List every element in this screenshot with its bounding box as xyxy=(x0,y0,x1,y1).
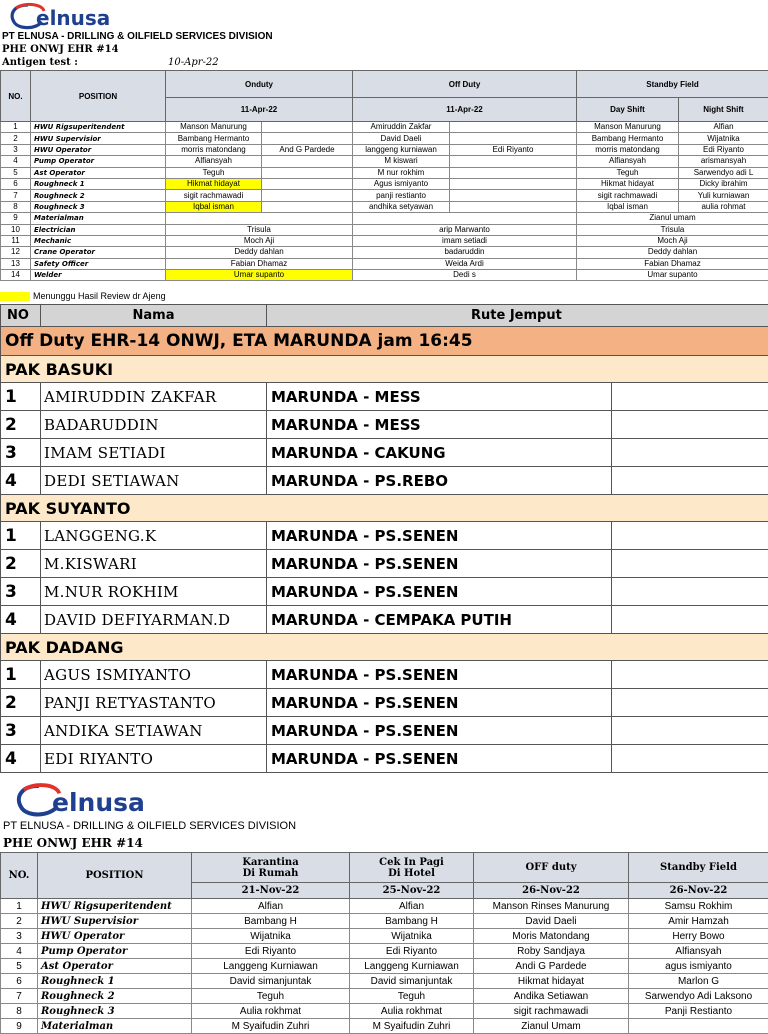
onduty-name: Fabian Dhamaz xyxy=(166,258,353,269)
standby-name: Zianul umam xyxy=(577,213,768,224)
standby-name: Alfiansyah xyxy=(629,944,768,959)
row-route: MARUNDA - PS.REBO xyxy=(267,467,612,495)
row-no: 1 xyxy=(1,383,41,411)
col-offduty: Off Duty xyxy=(353,71,577,98)
row-no: 8 xyxy=(1,201,31,212)
row-no: 2 xyxy=(1,550,41,578)
table-row xyxy=(1,270,768,281)
row-route: MARUNDA - CAKUNG xyxy=(267,439,612,467)
cek-in-date: 25-Nov-22 xyxy=(350,883,474,899)
offduty-name-2 xyxy=(450,156,577,167)
row-no: 14 xyxy=(1,270,31,281)
onduty-name-2 xyxy=(262,190,353,201)
table-row xyxy=(1,247,768,258)
onduty-name-pending: Hikmat hidayat xyxy=(166,178,262,189)
row-position: HWU Rigsuperitendent xyxy=(31,122,166,133)
onduty-name-2 xyxy=(262,201,353,212)
row-no: 3 xyxy=(1,144,31,155)
row-extra xyxy=(612,439,768,467)
offduty-name: M kiswari xyxy=(353,156,450,167)
standby-name: Panji Restianto xyxy=(629,1004,768,1019)
table-row xyxy=(1,258,768,269)
pickup-route-table xyxy=(0,304,768,773)
karantina-name: Teguh xyxy=(192,989,350,1004)
row-no: 9 xyxy=(1,213,31,224)
row-route: MARUNDA - PS.SENEN xyxy=(267,717,612,745)
onduty-name: Trisula xyxy=(166,224,353,235)
row-no: 4 xyxy=(1,156,31,167)
offduty-name: arip Marwanto xyxy=(353,224,577,235)
col-no: NO. xyxy=(1,71,31,122)
onduty-name-2 xyxy=(262,133,353,144)
row-extra xyxy=(612,745,768,773)
roster-table-april xyxy=(0,70,768,281)
col-off-duty: OFF duty xyxy=(474,853,629,883)
row-route: MARUNDA - MESS xyxy=(267,411,612,439)
off-duty-name: Zianul Umam xyxy=(474,1019,629,1034)
route-title: Off Duty EHR-14 ONWJ, ETA MARUNDA jam 16:45 xyxy=(1,327,768,356)
row-position: Electrician xyxy=(31,224,166,235)
offduty-name: langgeng kurniawan xyxy=(353,144,450,155)
row-position: Ast Operator xyxy=(38,959,192,974)
col-karantina xyxy=(192,853,350,883)
row-no: 4 xyxy=(1,944,38,959)
row-position: HWU Rigsuperitendent xyxy=(38,899,192,914)
off-duty-name: Andika Setiawan xyxy=(474,989,629,1004)
table-row xyxy=(1,122,768,133)
night-shift-name: Sarwendyo adi L xyxy=(679,167,768,178)
karantina-name: Bambang H xyxy=(192,914,350,929)
cek-in-name: Teguh xyxy=(350,989,474,1004)
offduty-name: panji restianto xyxy=(353,190,450,201)
onduty-name-2 xyxy=(262,167,353,178)
col-position: POSITION xyxy=(38,853,192,899)
standby-name: Samsu Rokhim xyxy=(629,899,768,914)
elnusa-logo xyxy=(6,2,126,32)
day-shift-name: morris matondang xyxy=(577,144,679,155)
col-position: POSITION xyxy=(31,71,166,122)
row-extra xyxy=(612,383,768,411)
row-no: 4 xyxy=(1,467,41,495)
col-karantina-line2: Di Rumah xyxy=(192,868,349,879)
table-row xyxy=(1,974,768,989)
onduty-name: Deddy dahlan xyxy=(166,247,353,258)
day-shift-name: Alfiansyah xyxy=(577,156,679,167)
row-no: 9 xyxy=(1,1019,38,1034)
day-shift-name: Teguh xyxy=(577,167,679,178)
offduty-name: M nur rokhim xyxy=(353,167,450,178)
row-no: 1 xyxy=(1,661,41,689)
off-duty-name: sigit rachmawadi xyxy=(474,1004,629,1019)
night-shift-name: Edi Riyanto xyxy=(679,144,768,155)
division-title: PT ELNUSA - DRILLING & OILFIELD SERVICES DIVISION xyxy=(2,31,273,42)
karantina-name: Aulia rokhmat xyxy=(192,1004,350,1019)
row-route: MARUNDA - PS.SENEN xyxy=(267,578,612,606)
offduty-name xyxy=(353,213,577,224)
onduty-date: 11-Apr-22 xyxy=(166,98,353,122)
day-shift-name: Hikmat hidayat xyxy=(577,178,679,189)
row-position: Materialman xyxy=(31,213,166,224)
cek-in-name: Langgeng Kurniawan xyxy=(350,959,474,974)
table-row xyxy=(1,1019,768,1034)
row-no: 2 xyxy=(1,133,31,144)
row-name: M.NUR ROKHIM xyxy=(41,578,267,606)
row-position: Roughneck 3 xyxy=(38,1004,192,1019)
table-row xyxy=(1,522,768,550)
onduty-name: sigit rachmawadi xyxy=(166,190,262,201)
row-no: 1 xyxy=(1,522,41,550)
row-position: Ast Operator xyxy=(31,167,166,178)
row-no: 10 xyxy=(1,224,31,235)
karantina-name: Alfian xyxy=(192,899,350,914)
row-name: EDI RIYANTO xyxy=(41,745,267,773)
row-position: Crane Operator xyxy=(31,247,166,258)
row-route: MARUNDA - PS.SENEN xyxy=(267,745,612,773)
table-row xyxy=(1,745,768,773)
col-karantina-line1: Karantina xyxy=(192,857,349,868)
onduty-name-2 xyxy=(262,156,353,167)
table-row xyxy=(1,224,768,235)
col-onduty: Onduty xyxy=(166,71,353,98)
row-no: 11 xyxy=(1,235,31,246)
table-row xyxy=(1,578,768,606)
standby-name: Sarwendyo Adi Laksono xyxy=(629,989,768,1004)
onduty-name-pending: Umar supanto xyxy=(166,270,353,281)
elnusa-logo-2 xyxy=(10,782,170,820)
col-cek-in-line1: Cek In Pagi xyxy=(350,857,473,868)
offduty-name: David Daeli xyxy=(353,133,450,144)
table-row xyxy=(1,689,768,717)
row-name: M.KISWARI xyxy=(41,550,267,578)
standby-name: Trisula xyxy=(577,224,768,235)
col-standby: Standby Field xyxy=(629,853,768,883)
standby-name: Herry Bowo xyxy=(629,929,768,944)
row-position: HWU Operator xyxy=(38,929,192,944)
night-shift-name: Yuli kurniawan xyxy=(679,190,768,201)
row-no: 3 xyxy=(1,578,41,606)
logo-wordmark: elnusa xyxy=(36,6,110,30)
off-duty-name: Moris Matondang xyxy=(474,929,629,944)
row-name: AMIRUDDIN ZAKFAR xyxy=(41,383,267,411)
row-extra xyxy=(612,522,768,550)
onduty-name: Alfiansyah xyxy=(166,156,262,167)
row-extra xyxy=(612,606,768,634)
standby-date: 26-Nov-22 xyxy=(629,883,768,899)
row-position: Roughneck 2 xyxy=(38,989,192,1004)
night-shift-name: arismansyah xyxy=(679,156,768,167)
col-name: Nama xyxy=(41,305,267,327)
offduty-name: imam setiadi xyxy=(353,235,577,246)
row-no: 6 xyxy=(1,178,31,189)
table-row xyxy=(1,606,768,634)
row-no: 4 xyxy=(1,745,41,773)
onduty-name xyxy=(166,213,353,224)
col-no: NO. xyxy=(1,853,38,899)
table-row xyxy=(1,944,768,959)
karantina-name: Wijatnika xyxy=(192,929,350,944)
row-extra xyxy=(612,689,768,717)
row-route: MARUNDA - PS.SENEN xyxy=(267,661,612,689)
standby-name: Marlon G xyxy=(629,974,768,989)
row-name: PANJI RETYASTANTO xyxy=(41,689,267,717)
cek-in-name: Edi Riyanto xyxy=(350,944,474,959)
cek-in-name: Bambang H xyxy=(350,914,474,929)
row-no: 6 xyxy=(1,974,38,989)
row-no: 1 xyxy=(1,899,38,914)
table-row xyxy=(1,178,768,189)
row-no: 7 xyxy=(1,989,38,1004)
table-row xyxy=(1,989,768,1004)
table-row xyxy=(1,201,768,212)
table-row xyxy=(1,144,768,155)
row-name: AGUS ISMIYANTO xyxy=(41,661,267,689)
row-name: ANDIKA SETIAWAN xyxy=(41,717,267,745)
table-row xyxy=(1,1004,768,1019)
table-row xyxy=(1,467,768,495)
col-no: NO xyxy=(1,305,41,327)
table-row xyxy=(1,661,768,689)
karantina-name: Langgeng Kurniawan xyxy=(192,959,350,974)
onduty-name-pending: Iqbal isman xyxy=(166,201,262,212)
offduty-name-2 xyxy=(450,167,577,178)
row-position: Mechanic xyxy=(31,235,166,246)
row-no: 5 xyxy=(1,167,31,178)
offduty-name-2 xyxy=(450,190,577,201)
antigen-label: Antigen test : xyxy=(2,57,78,68)
offduty-name-2 xyxy=(450,133,577,144)
standby-name: agus ismiyanto xyxy=(629,959,768,974)
row-no: 2 xyxy=(1,914,38,929)
night-shift-name: Wijatnika xyxy=(679,133,768,144)
row-route: MARUNDA - PS.SENEN xyxy=(267,550,612,578)
onduty-name: morris matondang xyxy=(166,144,262,155)
standby-name: Moch Aji xyxy=(577,235,768,246)
row-extra xyxy=(612,578,768,606)
off-duty-name: Andi G Pardede xyxy=(474,959,629,974)
antigen-date: 10-Apr-22 xyxy=(168,57,219,68)
row-extra xyxy=(612,550,768,578)
roster-table-november xyxy=(0,852,768,1034)
row-position: Roughneck 1 xyxy=(31,178,166,189)
row-name: DEDI SETIAWAN xyxy=(41,467,267,495)
table-row xyxy=(1,235,768,246)
row-route: MARUNDA - MESS xyxy=(267,383,612,411)
onduty-name-2: And G Pardede xyxy=(262,144,353,155)
night-shift-name: Dicky ibrahim xyxy=(679,178,768,189)
row-position: Pump Operator xyxy=(31,156,166,167)
row-name: IMAM SETIADI xyxy=(41,439,267,467)
row-no: 12 xyxy=(1,247,31,258)
offduty-name-2 xyxy=(450,178,577,189)
cek-in-name: M Syaifudin Zuhri xyxy=(350,1019,474,1034)
col-day-shift: Day Shift xyxy=(577,98,679,122)
table-row xyxy=(1,439,768,467)
row-name: DAVID DEFIYARMAN.D xyxy=(41,606,267,634)
row-extra xyxy=(612,661,768,689)
offduty-name-2 xyxy=(450,201,577,212)
day-shift-name: Iqbal isman xyxy=(577,201,679,212)
row-no: 1 xyxy=(1,122,31,133)
row-no: 7 xyxy=(1,190,31,201)
onduty-name-2 xyxy=(262,178,353,189)
legend-swatch xyxy=(0,292,30,301)
table-row xyxy=(1,411,768,439)
onduty-name-2 xyxy=(262,122,353,133)
division-title-2: PT ELNUSA - DRILLING & OILFIELD SERVICES DIVISION xyxy=(3,820,296,832)
onduty-name: Moch Aji xyxy=(166,235,353,246)
row-no: 4 xyxy=(1,606,41,634)
table-row xyxy=(1,929,768,944)
day-shift-name: sigit rachmawadi xyxy=(577,190,679,201)
off-duty-name: Hikmat hidayat xyxy=(474,974,629,989)
col-standby: Standby Field xyxy=(577,71,768,98)
row-extra xyxy=(612,411,768,439)
standby-name: Deddy dahlan xyxy=(577,247,768,258)
cek-in-name: David simanjuntak xyxy=(350,974,474,989)
karantina-name: David simanjuntak xyxy=(192,974,350,989)
standby-name: Amir Hamzah xyxy=(629,914,768,929)
logo-wordmark: elnusa xyxy=(52,788,145,817)
row-route: MARUNDA - CEMPAKA PUTIH xyxy=(267,606,612,634)
row-no: 3 xyxy=(1,929,38,944)
row-no: 3 xyxy=(1,717,41,745)
offduty-name-2: Edi Riyanto xyxy=(450,144,577,155)
row-position: Roughneck 2 xyxy=(31,190,166,201)
offduty-date: 11-Apr-22 xyxy=(353,98,577,122)
offduty-name: Amiruddin Zakfar xyxy=(353,122,450,133)
row-position: HWU Operator xyxy=(31,144,166,155)
row-no: 8 xyxy=(1,1004,38,1019)
table-row xyxy=(1,899,768,914)
night-shift-name: aulia rohmat xyxy=(679,201,768,212)
standby-name: Umar supanto xyxy=(577,270,768,281)
row-route: MARUNDA - PS.SENEN xyxy=(267,522,612,550)
offduty-name: Dedi s xyxy=(353,270,577,281)
row-no: 13 xyxy=(1,258,31,269)
table-row xyxy=(1,383,768,411)
table-row xyxy=(1,167,768,178)
row-name: BADARUDDIN xyxy=(41,411,267,439)
row-route: MARUNDA - PS.SENEN xyxy=(267,689,612,717)
onduty-name: Teguh xyxy=(166,167,262,178)
col-night-shift: Night Shift xyxy=(679,98,768,122)
onduty-name: Bambang Hermanto xyxy=(166,133,262,144)
legend-note: Menunggu Hasil Review dr Ajeng xyxy=(33,291,166,301)
standby-name xyxy=(629,1019,768,1034)
row-extra xyxy=(612,467,768,495)
karantina-name: Edi Riyanto xyxy=(192,944,350,959)
driver-group-dadang: PAK DADANG xyxy=(1,634,768,661)
table-row xyxy=(1,550,768,578)
offduty-name: andhika setyawan xyxy=(353,201,450,212)
cek-in-name: Alfian xyxy=(350,899,474,914)
off-duty-name: Roby Sandjaya xyxy=(474,944,629,959)
offduty-name: Weida Ardi xyxy=(353,258,577,269)
col-route: Rute Jemput xyxy=(267,305,768,327)
off-duty-name: Manson Rinses Manurung xyxy=(474,899,629,914)
row-extra xyxy=(612,717,768,745)
row-position: Materialman xyxy=(38,1019,192,1034)
off-duty-date: 26-Nov-22 xyxy=(474,883,629,899)
offduty-name: Agus ismiyanto xyxy=(353,178,450,189)
row-no: 3 xyxy=(1,439,41,467)
col-cek-in xyxy=(350,853,474,883)
table-row xyxy=(1,156,768,167)
driver-group-basuki: PAK BASUKI xyxy=(1,356,768,383)
table-row xyxy=(1,213,768,224)
offduty-name-2 xyxy=(450,122,577,133)
table-row xyxy=(1,717,768,745)
row-no: 2 xyxy=(1,411,41,439)
row-name: LANGGENG.K xyxy=(41,522,267,550)
offduty-name: badaruddin xyxy=(353,247,577,258)
row-position: HWU Supervisior xyxy=(38,914,192,929)
off-duty-name: David Daeli xyxy=(474,914,629,929)
cek-in-name: Aulia rokhmat xyxy=(350,1004,474,1019)
day-shift-name: Bambang Hermanto xyxy=(577,133,679,144)
karantina-name: M Syaifudin Zuhri xyxy=(192,1019,350,1034)
table-row xyxy=(1,959,768,974)
cek-in-name: Wijatnika xyxy=(350,929,474,944)
project-title-2: PHE ONWJ EHR #14 xyxy=(3,836,143,850)
onduty-name: Manson Manurung xyxy=(166,122,262,133)
row-no: 2 xyxy=(1,689,41,717)
table-row xyxy=(1,190,768,201)
row-position: Pump Operator xyxy=(38,944,192,959)
row-position: HWU Supervisior xyxy=(31,133,166,144)
row-position: Roughneck 1 xyxy=(38,974,192,989)
row-no: 5 xyxy=(1,959,38,974)
karantina-date: 21-Nov-22 xyxy=(192,883,350,899)
day-shift-name: Manson Manurung xyxy=(577,122,679,133)
col-cek-in-line2: Di Hotel xyxy=(350,868,473,879)
standby-name: Fabian Dhamaz xyxy=(577,258,768,269)
row-position: Roughneck 3 xyxy=(31,201,166,212)
driver-group-suyanto: PAK SUYANTO xyxy=(1,495,768,522)
row-position: Safety Officer xyxy=(31,258,166,269)
project-title: PHE ONWJ EHR #14 xyxy=(2,44,119,55)
table-row xyxy=(1,914,768,929)
row-position: Welder xyxy=(31,270,166,281)
table-row xyxy=(1,133,768,144)
night-shift-name: Alfian xyxy=(679,122,768,133)
